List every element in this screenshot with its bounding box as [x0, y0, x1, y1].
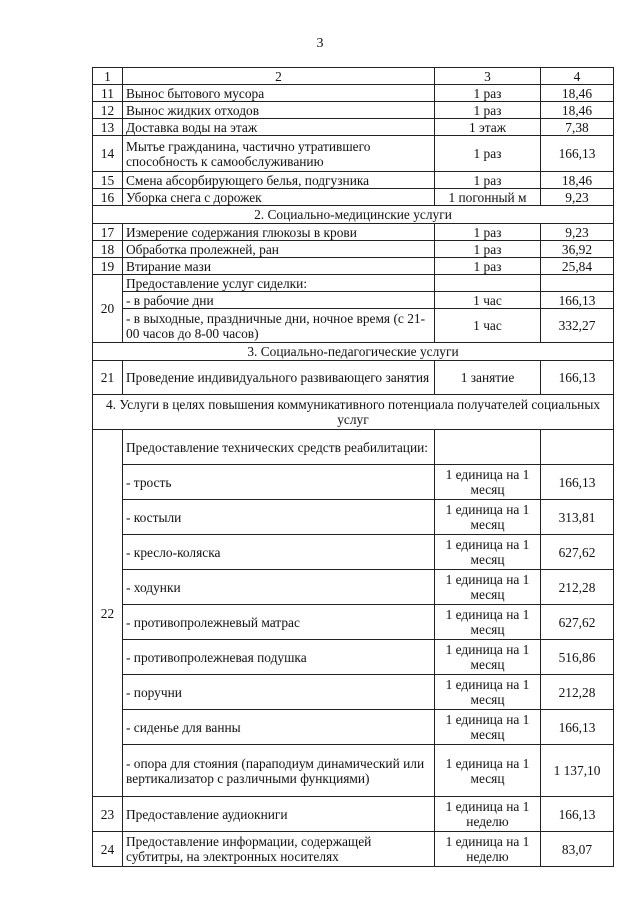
- row-number: 15: [93, 172, 123, 189]
- empty-cell: [435, 275, 541, 292]
- service-unit: 1 единица на 1 месяц: [435, 500, 541, 535]
- service-price: 166,13: [541, 292, 614, 309]
- service-unit: 1 час: [435, 309, 541, 343]
- service-unit: 1 единица на 1 месяц: [435, 605, 541, 640]
- service-subitem: - противопролежневый матрас: [123, 605, 435, 640]
- section-heading: 4. Услуги в целях повышения коммуникативного потенциала получателей социальных услуг: [93, 395, 614, 430]
- header-col-4: 4: [541, 68, 614, 85]
- tariff-table: [92, 67, 614, 867]
- section-heading: 2. Социально-медицинские услуги: [93, 206, 614, 224]
- service-name: Смена абсорбирующего белья, подгузника: [123, 172, 435, 189]
- service-unit: 1 единица на 1 неделю: [435, 832, 541, 867]
- table-row: [93, 797, 614, 832]
- section-row: [93, 206, 614, 224]
- page-number: 3: [316, 36, 324, 51]
- service-unit: 1 раз: [435, 224, 541, 241]
- service-price: 9,23: [541, 189, 614, 206]
- service-price: 1 137,10: [541, 745, 614, 797]
- service-price: 9,23: [541, 224, 614, 241]
- table-subrow: [93, 640, 614, 675]
- service-price: 18,46: [541, 172, 614, 189]
- service-price: 212,28: [541, 675, 614, 710]
- table-row: [93, 224, 614, 241]
- service-price: 166,13: [541, 797, 614, 832]
- service-price: 627,62: [541, 535, 614, 570]
- header-col-1: 1: [93, 68, 123, 85]
- table-row: [93, 832, 614, 867]
- table-subrow: [93, 745, 614, 797]
- service-subitem: - поручни: [123, 675, 435, 710]
- service-unit: 1 единица на 1 неделю: [435, 797, 541, 832]
- service-unit: 1 раз: [435, 102, 541, 119]
- table-row: [93, 136, 614, 172]
- header-col-3: 3: [435, 68, 541, 85]
- table-row: [93, 258, 614, 275]
- table-header-row: [93, 68, 614, 85]
- service-unit: 1 раз: [435, 258, 541, 275]
- service-unit: 1 час: [435, 292, 541, 309]
- service-price: 166,13: [541, 710, 614, 745]
- service-name: Втирание мази: [123, 258, 435, 275]
- empty-cell: [541, 430, 614, 465]
- service-price: 166,13: [541, 136, 614, 172]
- row-number: 23: [93, 797, 123, 832]
- service-price: 18,46: [541, 85, 614, 102]
- service-price: 516,86: [541, 640, 614, 675]
- empty-cell: [541, 275, 614, 292]
- service-price: 25,84: [541, 258, 614, 275]
- service-name: Доставка воды на этаж: [123, 119, 435, 136]
- table-row: [93, 361, 614, 395]
- service-unit: 1 единица на 1 месяц: [435, 465, 541, 500]
- service-name: Уборка снега с дорожек: [123, 189, 435, 206]
- service-subitem: - противопролежневая подушка: [123, 640, 435, 675]
- service-unit: 1 раз: [435, 241, 541, 258]
- service-price: 332,27: [541, 309, 614, 343]
- service-price: 166,13: [541, 465, 614, 500]
- service-unit: 1 единица на 1 месяц: [435, 640, 541, 675]
- service-name: Предоставление технических средств реабилитации:: [123, 430, 435, 465]
- service-subitem: - опора для стояния (параподиум динамический или вертикализатор с различными функциями): [123, 745, 435, 797]
- service-subitem: - ходунки: [123, 570, 435, 605]
- service-subitem: - сиденье для ванны: [123, 710, 435, 745]
- section-heading: 3. Социально-педагогические услуги: [93, 343, 614, 361]
- row-number: 21: [93, 361, 123, 395]
- row-number: 19: [93, 258, 123, 275]
- service-subitem: - трость: [123, 465, 435, 500]
- table-row: [93, 119, 614, 136]
- row-number: 17: [93, 224, 123, 241]
- service-price: 18,46: [541, 102, 614, 119]
- row-number: 18: [93, 241, 123, 258]
- service-subitem: - кресло-коляска: [123, 535, 435, 570]
- row-number: 16: [93, 189, 123, 206]
- service-name: Предоставление аудиокниги: [123, 797, 435, 832]
- table-subrow: [93, 309, 614, 343]
- table-row: [93, 189, 614, 206]
- row-number: 12: [93, 102, 123, 119]
- table-subrow: [93, 535, 614, 570]
- service-name: Обработка пролежней, ран: [123, 241, 435, 258]
- service-unit: 1 единица на 1 месяц: [435, 745, 541, 797]
- service-unit: 1 раз: [435, 136, 541, 172]
- service-unit: 1 единица на 1 месяц: [435, 570, 541, 605]
- service-unit: 1 раз: [435, 85, 541, 102]
- table-subrow: [93, 675, 614, 710]
- service-price: 627,62: [541, 605, 614, 640]
- service-name: Предоставление информации, содержащей субтитры, на электронных носителях: [123, 832, 435, 867]
- table-row: [93, 172, 614, 189]
- empty-cell: [435, 430, 541, 465]
- service-price: 7,38: [541, 119, 614, 136]
- service-price: 166,13: [541, 361, 614, 395]
- service-subitem: - в выходные, праздничные дни, ночное время (с 21-00 часов до 8-00 часов): [123, 309, 435, 343]
- row-number: 13: [93, 119, 123, 136]
- service-price: 212,28: [541, 570, 614, 605]
- row-number: 11: [93, 85, 123, 102]
- table-row: [93, 241, 614, 258]
- table-subrow: [93, 570, 614, 605]
- service-name: Измерение содержания глюкозы в крови: [123, 224, 435, 241]
- service-unit: 1 единица на 1 месяц: [435, 675, 541, 710]
- table-subrow: [93, 292, 614, 309]
- row-number: 14: [93, 136, 123, 172]
- service-price: 36,92: [541, 241, 614, 258]
- row-number: 24: [93, 832, 123, 867]
- service-subitem: - в рабочие дни: [123, 292, 435, 309]
- service-name: Мытье гражданина, частично утратившего способность к самообслуживанию: [123, 136, 435, 172]
- section-row: [93, 395, 614, 430]
- row-number: 22: [93, 430, 123, 797]
- table-row: [93, 275, 614, 292]
- table-subrow: [93, 465, 614, 500]
- service-subitem: - костыли: [123, 500, 435, 535]
- header-col-2: 2: [123, 68, 435, 85]
- service-name: Вынос жидких отходов: [123, 102, 435, 119]
- table-row: [93, 102, 614, 119]
- service-unit: 1 занятие: [435, 361, 541, 395]
- section-row: [93, 343, 614, 361]
- table-subrow: [93, 500, 614, 535]
- service-price: 313,81: [541, 500, 614, 535]
- service-unit: 1 единица на 1 месяц: [435, 710, 541, 745]
- service-unit: 1 единица на 1 месяц: [435, 535, 541, 570]
- service-name: Вынос бытового мусора: [123, 85, 435, 102]
- row-number: 20: [93, 275, 123, 343]
- table-row: [93, 85, 614, 102]
- table-subrow: [93, 605, 614, 640]
- service-unit: 1 этаж: [435, 119, 541, 136]
- service-name: Проведение индивидуального развивающего занятия: [123, 361, 435, 395]
- table-subrow: [93, 710, 614, 745]
- service-unit: 1 раз: [435, 172, 541, 189]
- service-name: Предоставление услуг сиделки:: [123, 275, 435, 292]
- service-price: 83,07: [541, 832, 614, 867]
- table-row: [93, 430, 614, 465]
- service-unit: 1 погонный м: [435, 189, 541, 206]
